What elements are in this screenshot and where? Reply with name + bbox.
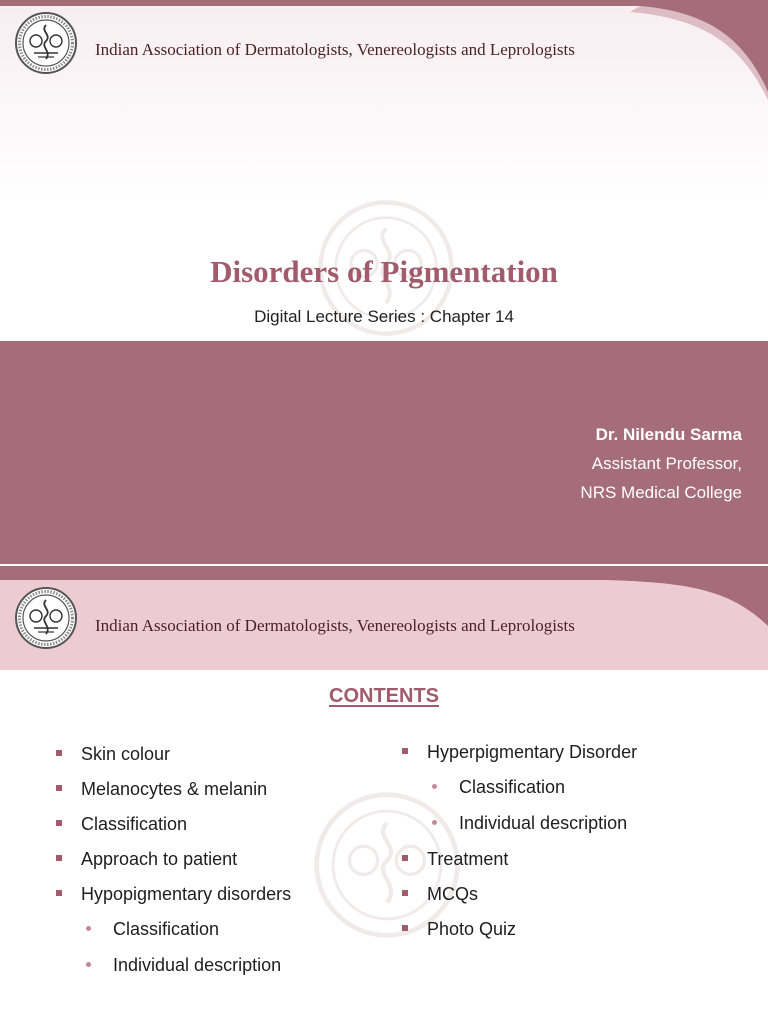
contents-item [52, 777, 291, 812]
contents-item [398, 847, 637, 882]
author-name: Dr. Nilendu Sarma [595, 425, 742, 444]
contents-item-label: Treatment [427, 849, 509, 869]
contents-item-label: Hypopigmentary disorders [81, 884, 292, 904]
bullet-square-icon [56, 785, 62, 791]
contents-item [398, 917, 637, 952]
contents-item [52, 847, 291, 882]
contents-item-label: Approach to patient [81, 849, 238, 869]
contents-item-label: Photo Quiz [427, 919, 517, 939]
iadvl-emblem-icon [14, 586, 78, 650]
contents-item-label: Individual description [113, 955, 282, 975]
slide-subtitle: Digital Lecture Series : Chapter 14 [254, 307, 514, 326]
bullet-dot-icon [432, 784, 437, 789]
contents-item [398, 740, 637, 775]
bullet-square-icon [56, 855, 62, 861]
bullet-square-icon [56, 750, 62, 756]
contents-item-label: Melanocytes & melanin [81, 779, 268, 799]
contents-heading: CONTENTS [329, 685, 439, 707]
bullet-square-icon [402, 748, 408, 754]
contents-item [52, 882, 291, 917]
contents-right-column [398, 740, 637, 952]
contents-item [52, 742, 291, 777]
contents-item-label: Classification [113, 919, 220, 939]
contents-item [398, 882, 637, 917]
contents-item-label: Classification [459, 777, 566, 797]
association-title: Indian Association of Dermatologists, Venereologists and Leprologists [95, 40, 575, 59]
contents-subitem [398, 811, 637, 847]
contents-subitem [52, 953, 291, 989]
author-institution: NRS Medical College [580, 483, 742, 502]
bullet-square-icon [56, 820, 62, 826]
author-block [580, 420, 742, 507]
bullet-dot-icon [432, 820, 437, 825]
bullet-dot-icon [86, 962, 91, 967]
contents-item [52, 812, 291, 847]
contents-item-label: MCQs [427, 884, 478, 904]
iadvl-emblem-icon [14, 11, 78, 75]
slide-title: Disorders of Pigmentation [210, 254, 558, 289]
association-title: Indian Association of Dermatologists, Venereologists and Leprologists [95, 616, 575, 635]
contents-item-label: Hyperpigmentary Disorder [427, 742, 638, 762]
contents-item-label: Skin colour [81, 744, 171, 764]
bullet-dot-icon [86, 926, 91, 931]
contents-slide [0, 566, 768, 1024]
contents-subitem [52, 917, 291, 953]
contents-item-label: Classification [81, 814, 188, 834]
contents-item-label: Individual description [459, 813, 628, 833]
bullet-square-icon [402, 890, 408, 896]
bullet-square-icon [402, 855, 408, 861]
bullet-square-icon [402, 925, 408, 931]
bullet-square-icon [56, 890, 62, 896]
contents-left-column [52, 742, 291, 989]
contents-subitem [398, 775, 637, 811]
author-designation: Assistant Professor, [591, 454, 742, 473]
